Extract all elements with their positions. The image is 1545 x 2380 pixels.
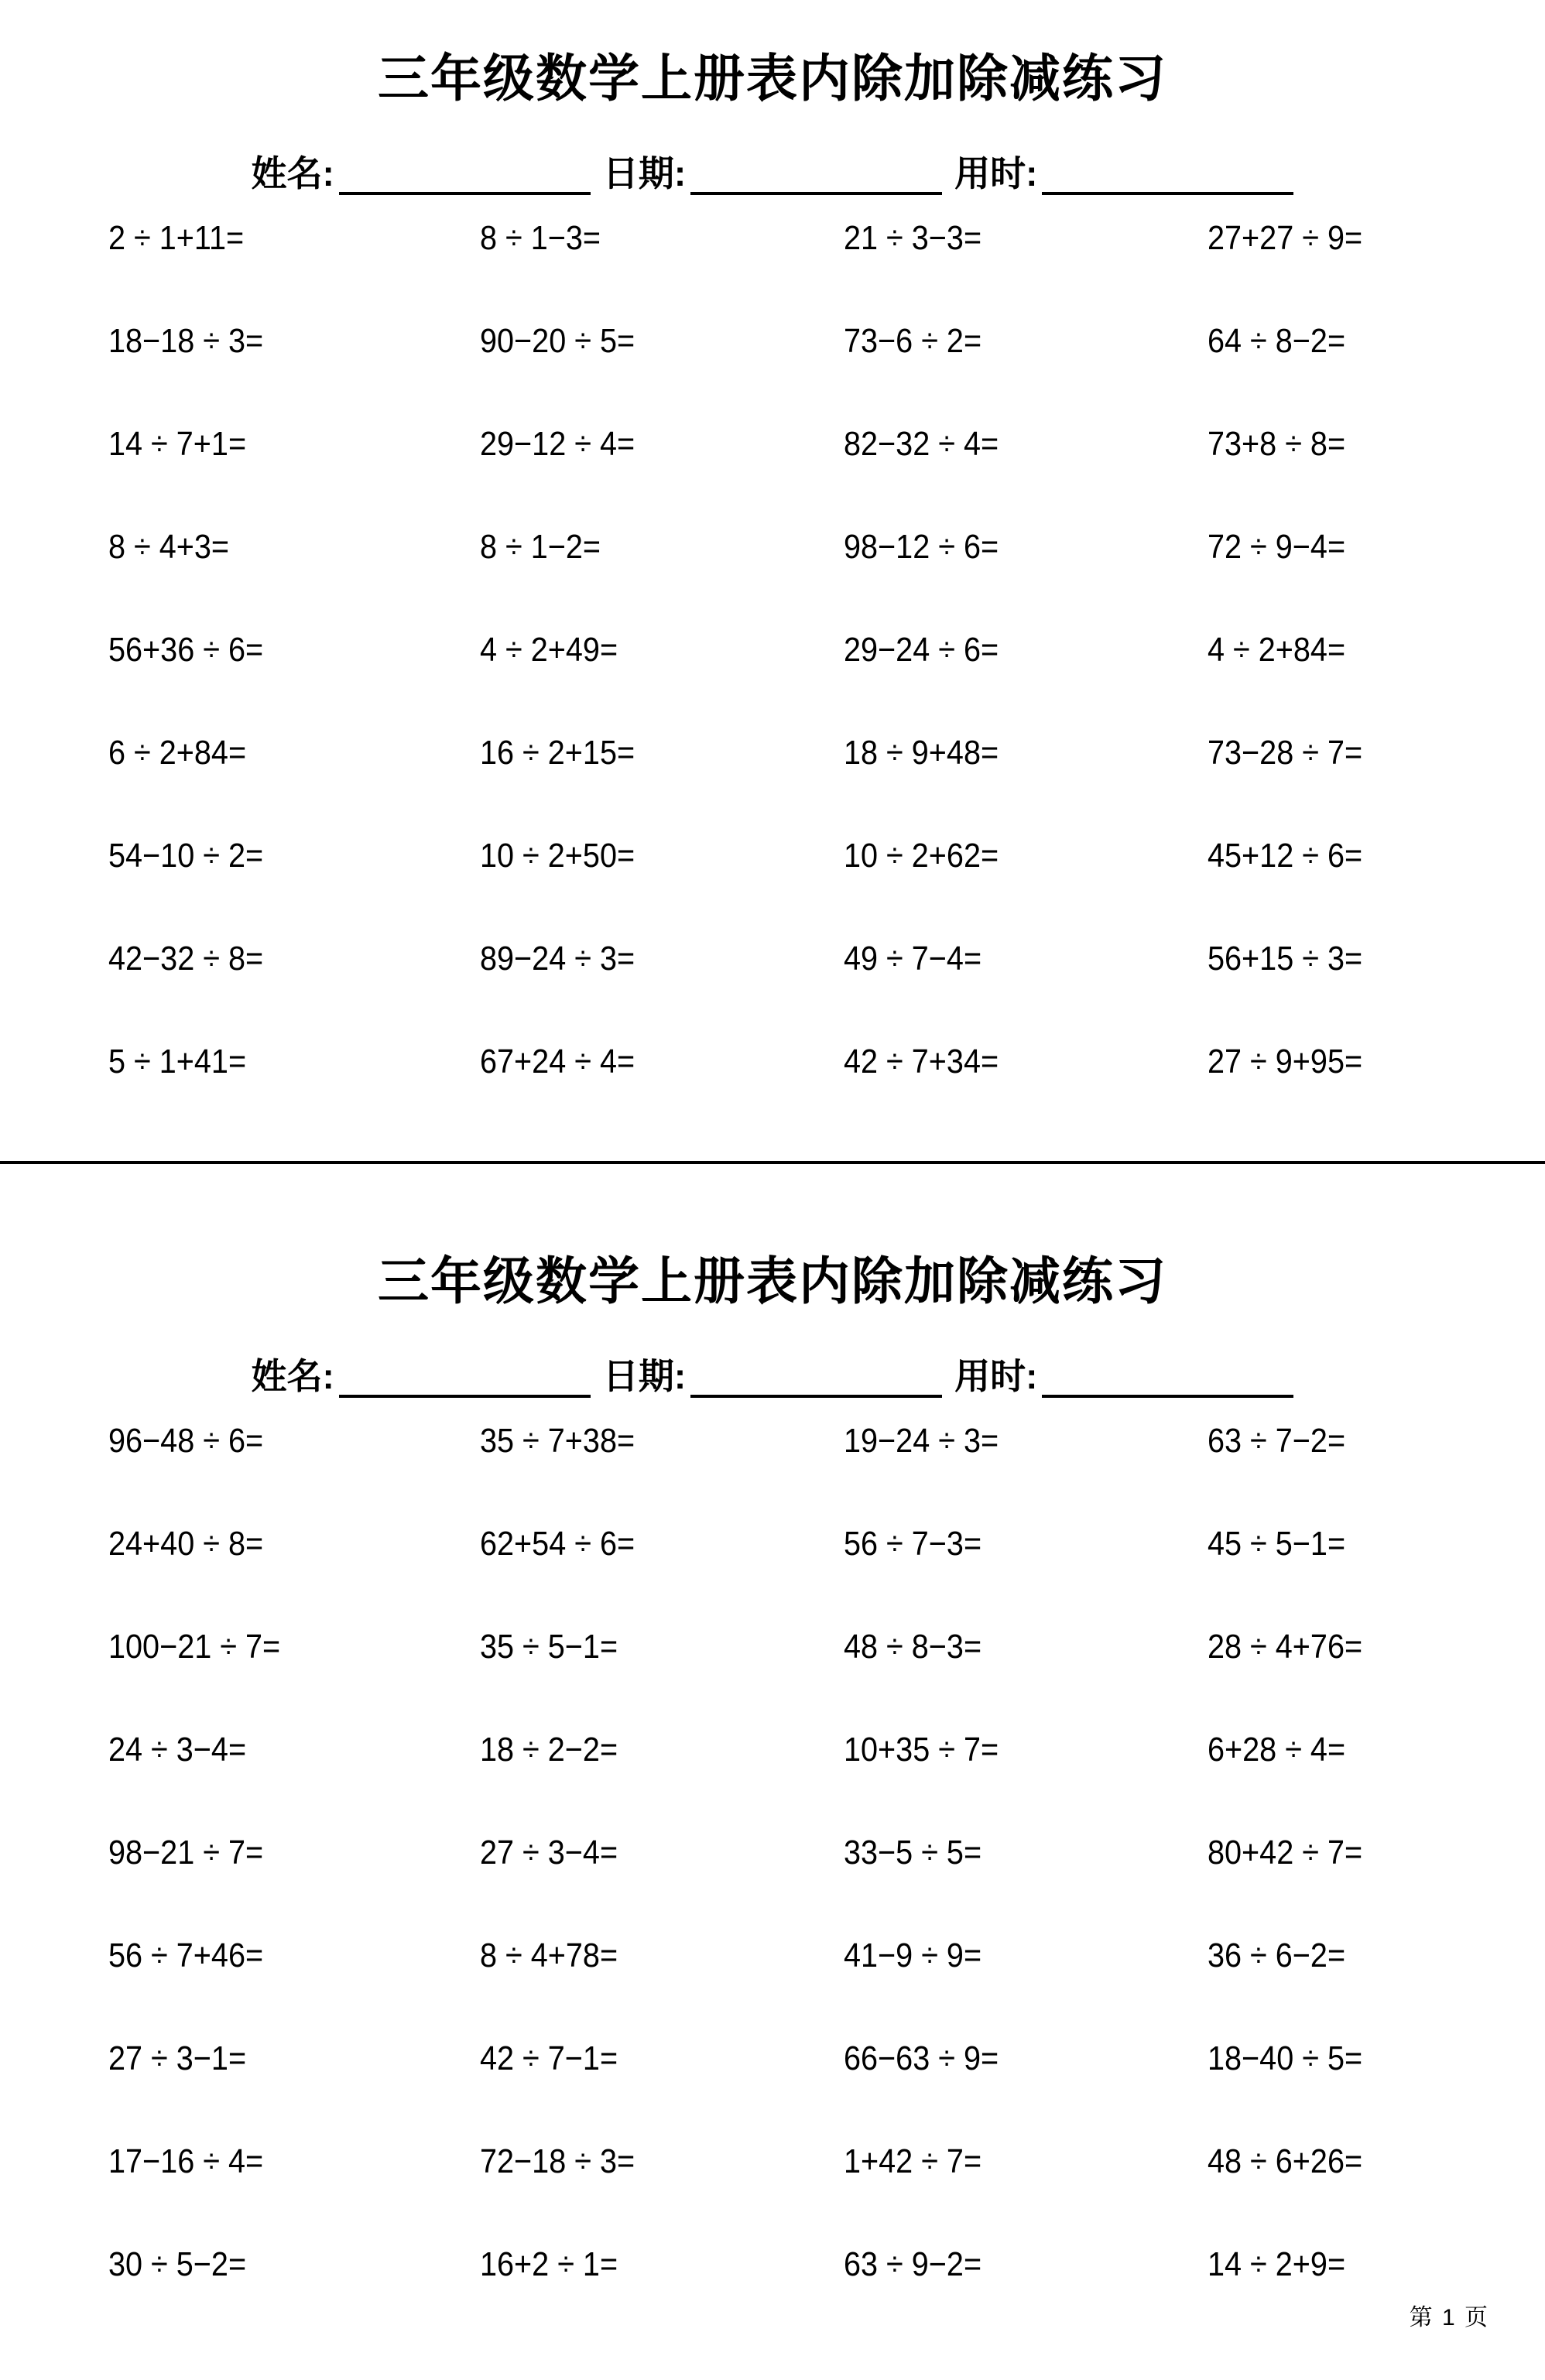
date-field-group (603, 1354, 942, 1398)
problem-expression: 18−40 ÷ 5= (1208, 2039, 1363, 2078)
problem-expression: 98−12 ÷ 6= (844, 528, 999, 567)
problem-expression: 64 ÷ 8−2= (1208, 322, 1346, 361)
time-label: 用时: (954, 1356, 1038, 1397)
problem-expression: 56+36 ÷ 6= (108, 631, 264, 669)
date-field-group (603, 152, 942, 195)
problem-expression: 35 ÷ 7+38= (480, 1422, 635, 1461)
problem-expression: 27+27 ÷ 9= (1208, 219, 1363, 258)
problem-expression: 96−48 ÷ 6= (108, 1422, 264, 1461)
problem-expression: 80+42 ÷ 7= (1208, 1834, 1363, 1872)
problem-expression: 5 ÷ 1+41= (108, 1043, 247, 1081)
problem-expression: 98−21 ÷ 7= (108, 1834, 264, 1872)
problem-expression: 6+28 ÷ 4= (1208, 1731, 1346, 1769)
problem-expression: 6 ÷ 2+84= (108, 734, 247, 772)
student-info-row (0, 150, 1545, 195)
date-blank-line (690, 1356, 942, 1398)
problem-expression: 33−5 ÷ 5= (844, 1834, 982, 1872)
problem-expression: 63 ÷ 7−2= (1208, 1422, 1346, 1461)
problem-expression: 54−10 ÷ 2= (108, 837, 264, 875)
problem-expression: 66−63 ÷ 9= (844, 2039, 999, 2078)
problem-expression: 8 ÷ 4+3= (108, 528, 230, 567)
name-field-group (252, 1354, 591, 1398)
name-blank-line (339, 1356, 591, 1398)
problem-expression: 48 ÷ 8−3= (844, 1628, 982, 1666)
problem-expression: 42 ÷ 7−1= (480, 2039, 618, 2078)
problem-expression: 29−12 ÷ 4= (480, 425, 635, 464)
problem-expression: 17−16 ÷ 4= (108, 2142, 264, 2181)
problem-expression: 30 ÷ 5−2= (108, 2245, 247, 2284)
problem-expression: 2 ÷ 1+11= (108, 219, 245, 258)
problem-expression: 67+24 ÷ 4= (480, 1043, 635, 1081)
problem-expression: 35 ÷ 5−1= (480, 1628, 618, 1666)
time-field-group (954, 152, 1293, 195)
problem-expression: 27 ÷ 3−1= (108, 2039, 247, 2078)
problem-expression: 24 ÷ 3−4= (108, 1731, 247, 1769)
worksheet-title: 三年级数学上册表内除加除减练习 (378, 50, 1167, 108)
problem-expression: 73−28 ÷ 7= (1208, 734, 1363, 772)
problem-expression: 48 ÷ 6+26= (1208, 2142, 1363, 2181)
problem-expression: 29−24 ÷ 6= (844, 631, 999, 669)
problem-expression: 28 ÷ 4+76= (1208, 1628, 1363, 1666)
problem-expression: 42−32 ÷ 8= (108, 940, 264, 978)
name-field-group (252, 152, 591, 195)
problem-expression: 10 ÷ 2+50= (480, 837, 635, 875)
problem-expression: 72−18 ÷ 3= (480, 2142, 635, 2181)
problem-expression: 82−32 ÷ 4= (844, 425, 999, 464)
problem-grid-2 (0, 1421, 1545, 2347)
problem-expression: 56 ÷ 7−3= (844, 1525, 982, 1563)
student-info-row (0, 1353, 1545, 1398)
problem-expression: 21 ÷ 3−3= (844, 219, 982, 258)
problem-expression: 18−18 ÷ 3= (108, 322, 264, 361)
problem-expression: 89−24 ÷ 3= (480, 940, 635, 978)
problem-expression: 27 ÷ 9+95= (1208, 1043, 1363, 1081)
problem-expression: 24+40 ÷ 8= (108, 1525, 264, 1563)
problem-expression: 73+8 ÷ 8= (1208, 425, 1346, 464)
time-blank-line (1042, 1356, 1293, 1398)
name-label: 姓名: (251, 153, 334, 194)
problem-expression: 45+12 ÷ 6= (1208, 837, 1363, 875)
problem-expression: 8 ÷ 1−3= (480, 219, 601, 258)
worksheet-page-2 (0, 1164, 1545, 2380)
date-label: 日期: (602, 1356, 687, 1397)
problem-expression: 8 ÷ 4+78= (480, 1937, 618, 1975)
problem-expression: 16 ÷ 2+15= (480, 734, 635, 772)
date-blank-line (690, 153, 942, 195)
problem-expression: 41−9 ÷ 9= (844, 1937, 982, 1975)
problem-expression: 73−6 ÷ 2= (844, 322, 982, 361)
problem-expression: 19−24 ÷ 3= (844, 1422, 999, 1461)
worksheet-page-1 (0, 0, 1545, 1161)
name-blank-line (339, 153, 591, 195)
time-blank-line (1042, 153, 1293, 195)
worksheet-title: 三年级数学上册表内除加除减练习 (378, 1252, 1167, 1310)
problem-expression: 10+35 ÷ 7= (844, 1731, 999, 1769)
problem-expression: 49 ÷ 7−4= (844, 940, 982, 978)
time-field-group (954, 1354, 1293, 1398)
problem-expression: 27 ÷ 3−4= (480, 1834, 618, 1872)
problem-expression: 90−20 ÷ 5= (480, 322, 635, 361)
problem-expression: 72 ÷ 9−4= (1208, 528, 1346, 567)
problem-expression: 56+15 ÷ 3= (1208, 940, 1363, 978)
problem-expression: 36 ÷ 6−2= (1208, 1937, 1346, 1975)
problem-expression: 63 ÷ 9−2= (844, 2245, 982, 2284)
problem-expression: 14 ÷ 2+9= (1208, 2245, 1346, 2284)
problem-expression: 16+2 ÷ 1= (480, 2245, 618, 2284)
problem-expression: 42 ÷ 7+34= (844, 1043, 999, 1081)
problem-expression: 14 ÷ 7+1= (108, 425, 247, 464)
name-label: 姓名: (251, 1356, 334, 1397)
date-label: 日期: (602, 153, 687, 194)
problem-expression: 4 ÷ 2+84= (1208, 631, 1346, 669)
problem-expression: 62+54 ÷ 6= (480, 1525, 635, 1563)
problem-expression: 1+42 ÷ 7= (844, 2142, 982, 2181)
problem-expression: 4 ÷ 2+49= (480, 631, 618, 669)
problem-expression: 100−21 ÷ 7= (108, 1628, 281, 1666)
problem-expression: 18 ÷ 9+48= (844, 734, 999, 772)
problem-expression: 10 ÷ 2+62= (844, 837, 999, 875)
page-number-footer: 第 1 页 (1409, 2305, 1489, 2330)
problem-expression: 18 ÷ 2−2= (480, 1731, 618, 1769)
time-label: 用时: (954, 153, 1038, 194)
problem-expression: 45 ÷ 5−1= (1208, 1525, 1346, 1563)
problem-grid-1 (0, 218, 1545, 1145)
problem-expression: 56 ÷ 7+46= (108, 1937, 264, 1975)
problem-expression: 8 ÷ 1−2= (480, 528, 601, 567)
